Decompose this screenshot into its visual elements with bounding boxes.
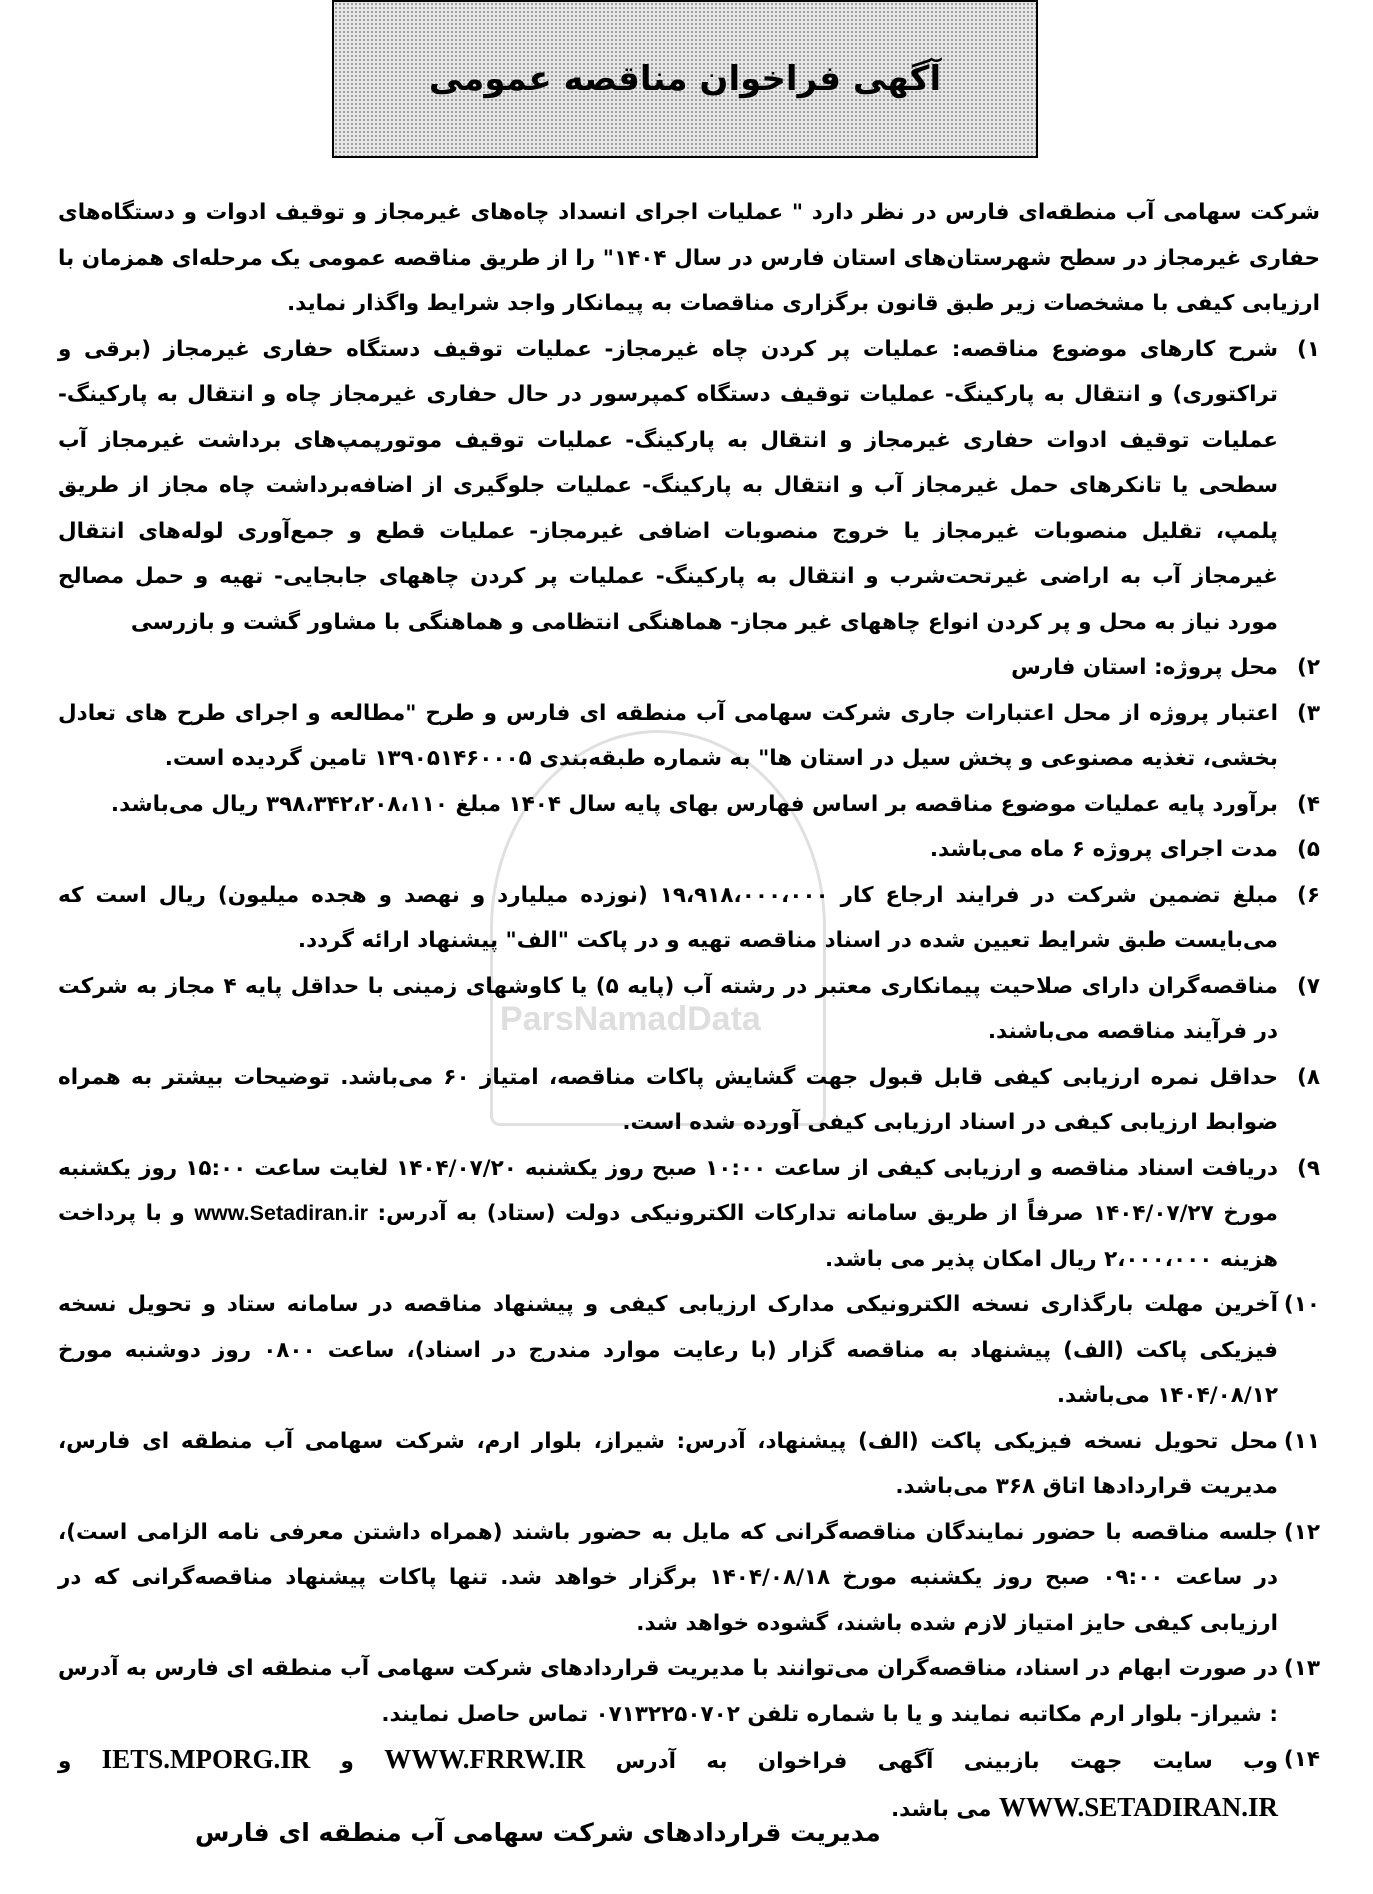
list-item — [58, 327, 1320, 646]
item-number: ۳) — [1297, 700, 1320, 726]
item-number: ۱۲) — [1283, 1519, 1320, 1545]
item-number: ۱۳) — [1283, 1656, 1320, 1681]
title-box — [332, 0, 1038, 158]
setadiran-link[interactable]: WWW.SETADIRAN.IR — [998, 1791, 1278, 1822]
list-item — [58, 1282, 1320, 1419]
item-text-part: وب سایت جهت بازبینی آگهی فراخوان به آدرس — [585, 1749, 1278, 1774]
item-number: ۹) — [1297, 1155, 1320, 1181]
item-text: برآورد پایه عملیات موضوع مناقصه بر اساس فهارس بهای پایه سال ۱۴۰۴ مبلغ ۳۹۸،۳۴۲،۲۰۸،۱۱۰ ریال می‌باشد. — [110, 791, 1278, 817]
list-item — [58, 1646, 1320, 1737]
iets-link[interactable]: IETS.MPORG.IR — [101, 1744, 311, 1774]
item-number: ۱) — [1297, 336, 1320, 362]
signature: مدیریت قراردادهای شرکت سهامی آب منطقه ای فارس — [195, 1818, 881, 1847]
page-title: آگهی فراخوان مناقصه عمومی — [428, 59, 942, 99]
notice-body — [58, 190, 1320, 1832]
item-text: محل تحویل نسخه فیزیکی پاکت (الف) پیشنهاد، آدرس: شیراز، بلوار ارم، شرکت سهامی آب منطقه ای فارس، مدیریت قراردادها اتاق ۳۶۸ می‌باشد. — [58, 1428, 1278, 1499]
item-number: ۱۴) — [1283, 1747, 1320, 1772]
item-text-part: دریافت اسناد مناقصه و ارزیابی کیفی از ساعت ۱۰:۰۰ صبح روز یکشنبه ۱۴۰۴/۰۷/۲۰ لغایت ساعت ۱۵:۰۰ روز یکشنبه مورخ ۱۴۰۴/۰۷/۲۷ صرفاً از طریق سامانه تدارکات الکترونیکی دولت (ستاد) به آدرس: — [58, 1155, 1278, 1226]
frrw-link[interactable]: WWW.FRRW.IR — [384, 1744, 586, 1774]
item-text: آخرین مهلت بارگذاری نسخه الکترونیکی مدارک ارزیابی کیفی و پیشنهاد مناقصه در سامانه ستاد و تحویل نسخه فیزیکی پاکت (الف) پیشنهاد به مناقصه گزار (با رعایت موارد مندرج در اسناد)، ساعت ۰۸۰۰ روز دوشنبه مورخ ۱۴۰۴/۰۸/۱۲ می‌باشد. — [58, 1292, 1278, 1408]
list-item — [58, 873, 1320, 964]
list-item — [58, 691, 1320, 782]
list-item — [58, 1055, 1320, 1146]
item-text-part: و — [58, 1749, 102, 1774]
item-number: ۷) — [1297, 973, 1320, 999]
watermark-text: ParsNamadData — [500, 1000, 761, 1038]
item-number: ۶) — [1297, 882, 1320, 908]
item-text: حداقل نمره ارزیابی کیفی قابل قبول جهت گشایش پاکات مناقصه، امتیاز ۶۰ می‌باشد. توضیحات بیشتر به همراه ضوابط ارزیابی کیفی در اسناد ارزیابی کیفی آورده شده است. — [58, 1064, 1278, 1135]
item-text: مبلغ تضمین شرکت در فرایند ارجاع کار ۱۹،۹۱۸،۰۰۰،۰۰۰ (نوزده میلیارد و نهصد و هجده میلیون) ریال است که می‌بایست طبق شرایط تعیین شده در اسناد مناقصه تهیه و در پاکت "الف" پیشنهاد ارائه گردد. — [58, 882, 1279, 953]
item-number: ۵) — [1297, 837, 1320, 862]
list-item — [58, 645, 1320, 691]
item-text: اعتبار پروژه از محل اعتبارات جاری شرکت سهامی آب منطقه ای فارس و طرح "مطالعه و اجرای طرح های تعادل بخشی، تغذیه مصنوعی و پخش سیل در استان ها" به شماره طبقه‌بندی ۱۳۹۰۵۱۴۶۰۰۰۵ تامین گردیده است. — [58, 700, 1278, 771]
item-number: ۸) — [1297, 1064, 1320, 1090]
item-number: ۱۱) — [1283, 1428, 1320, 1454]
item-text-part: و — [310, 1749, 385, 1774]
setadiran-link[interactable]: www.Setadiran.ir — [194, 1201, 368, 1225]
intro-paragraph: شرکت سهامی آب منطقه‌ای فارس در نظر دارد " عملیات اجرای انسداد چاه‌های غیرمجاز و توقیف ادوات و دستگاه‌های حفاری غیرمجاز در سطح شهرستان‌های استان فارس در سال ۱۴۰۴" را از طریق مناقصه عمومی یک مرحله‌ای همزمان با ارزیابی کیفی با مشخصات زیر طبق قانون برگزاری مناقصات به پیمانکار واجد شرایط واگذار نماید. — [58, 200, 1320, 316]
list-item — [58, 1419, 1320, 1510]
item-text — [58, 1146, 1278, 1283]
item-text: در صورت ابهام در اسناد، مناقصه‌گران می‌توانند با مدیریت قراردادهای شرکت سهامی آب منطقه ای فارس به آدرس : شیراز- بلوار ارم مکاتبه نمایند و یا با شماره تلفن ۰۷۱۳۲۲۵۰۷۰۲ تماس حاصل نمایند. — [58, 1656, 1278, 1727]
item-text: محل پروژه: استان فارس — [1011, 655, 1278, 680]
item-number: ۴) — [1297, 791, 1320, 817]
item-text-part: و با پرداخت هزینه ۲،۰۰۰،۰۰۰ ریال امکان پذیر می باشد. — [58, 1201, 1278, 1272]
item-text: شرح کارهای موضوع مناقصه: عملیات پر کردن چاه غیرمجاز- عملیات توقیف دستگاه حفاری غیرمجاز (برقی و تراکتوری) و انتقال به پارکینگ- عملیات توقیف دستگاه کمپرسور در حال حفاری غیرمجاز چاه و انتقال به پارکینگ- عملیات توقیف ادوات حفاری غیرمجاز و انتقال به پارکینگ- عملیات توقیف موتورپمپ‌های برداشت غیرمجاز آب سطحی یا تانکرهای حمل غیرمجاز آب و انتقال به پارکینگ- عملیات جلوگیری از اضافه‌برداشت چاه مجاز از طریق پلمپ، تقلیل منصوبات غیرمجاز یا خروج منصوبات اضافی غیرمجاز- عملیات قطع و جمع‌آوری لوله‌های انتقال غیرمجاز آب به اراضی غیرتحت‌شرب و انتقال به پارکینگ- عملیات پر کردن چاههای جابجایی- تهیه و حمل مصالح مورد نیاز به محل و پر کردن انواع چاههای غیر مجاز- هماهنگی انتظامی و هماهنگی با مشاور گشت و بازرسی — [58, 336, 1278, 635]
item-number: ۱۰) — [1283, 1292, 1320, 1317]
list-item — [58, 782, 1320, 828]
list-item — [58, 1510, 1320, 1647]
list-item — [58, 964, 1320, 1055]
item-text-part: می باشد. — [891, 1796, 999, 1822]
item-number: ۲) — [1297, 655, 1320, 680]
list-item — [58, 1146, 1320, 1283]
list-item — [58, 827, 1320, 873]
item-text: مناقصه‌گران دارای صلاحیت پیمانکاری معتبر در رشته آب (پایه ۵) یا کاوشهای زمینی با حداقل پایه ۴ مجاز به شرکت در فرآیند مناقصه می‌باشند. — [58, 973, 1278, 1044]
item-text: مدت اجرای پروژه ۶ ماه می‌باشد. — [929, 837, 1278, 862]
item-text: جلسه مناقصه با حضور نمایندگان مناقصه‌گرانی که مایل به حضور باشند (همراه داشتن معرفی نامه الزامی است)، در ساعت ۰۹:۰۰ صبح روز یکشنبه مورخ ۱۴۰۴/۰۸/۱۸ برگزار خواهد شد. تنها پاکات پیشنهاد مناقصه‌گرانی که در ارزیابی کیفی حایز امتیاز لازم شده باشند، گشوده خواهد شد. — [58, 1519, 1278, 1636]
